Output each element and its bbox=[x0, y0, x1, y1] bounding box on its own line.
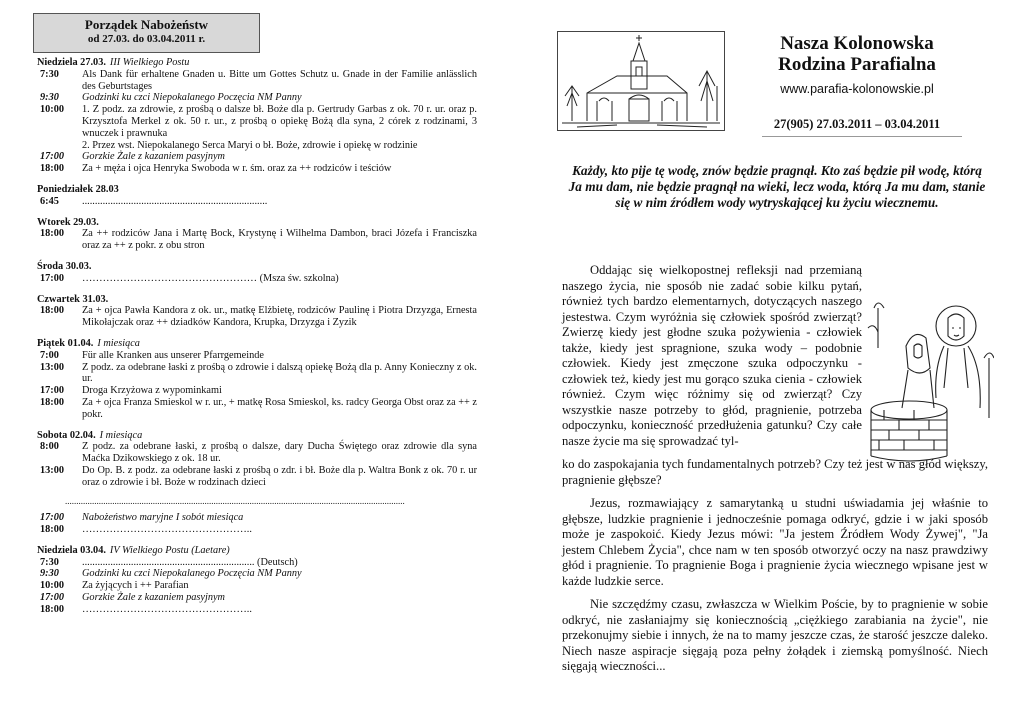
schedule-entry bbox=[37, 524, 477, 536]
schedule-entry bbox=[37, 151, 477, 163]
entry-intention: Za ++ rodziców Jana i Martę Bock, Krystynę i Wilhelma Dambon, braci Józefa i Franciszka oraz za ++ z pokr. z obu stron bbox=[82, 228, 477, 252]
schedule-day bbox=[37, 217, 477, 252]
entry-intention: Godzinki ku czci Niepokalanego Poczęcia NM Panny bbox=[82, 92, 302, 104]
schedule-entry bbox=[37, 163, 477, 175]
schedule-day bbox=[37, 184, 477, 208]
day-date: Sobota 02.04. bbox=[37, 429, 96, 441]
entry-time: 7:30 bbox=[40, 556, 59, 568]
entry-intention: Za + męża i ojca Henryka Swoboda w r. śm. oraz za ++ rodziców i teściów bbox=[82, 163, 392, 175]
day-date: Poniedziałek 28.03 bbox=[37, 183, 119, 195]
entry-intention: Gorzkie Żale z kazaniem pasyjnym bbox=[82, 592, 225, 604]
schedule-entry bbox=[37, 592, 477, 604]
entry-time: 18:00 bbox=[40, 603, 65, 615]
day-heading bbox=[37, 261, 477, 273]
feast-name: III Wielkiego Postu bbox=[109, 57, 190, 68]
entry-time: 17:00 bbox=[40, 385, 65, 397]
schedule-entry bbox=[37, 580, 477, 592]
day-heading bbox=[37, 430, 477, 442]
parish-url[interactable]: www.parafia-kolonowskie.pl bbox=[780, 82, 934, 96]
entry-intention: Z podz. za odebrane łaski, z prośbą o dalsze, dary Ducha Świętego oraz zdrowie dla syna Maćka Dzikowskiego z ok. 18 ur. bbox=[82, 441, 477, 465]
newsletter-title bbox=[742, 33, 972, 75]
entry-time: 18:00 bbox=[40, 396, 65, 408]
schedule-entry bbox=[37, 557, 477, 569]
entry-time: 17:00 bbox=[40, 592, 65, 604]
church-drawing-icon bbox=[557, 31, 725, 131]
entry-intention: ........................................................................ bbox=[82, 195, 268, 207]
entry-intention: Droga Krzyżowa z wypominkami bbox=[82, 385, 222, 397]
schedule-entry bbox=[37, 104, 477, 139]
entry-intention: Für alle Kranken aus unserer Pfarrgemeinde bbox=[82, 349, 264, 361]
schedule-dates: od 27.03. do 03.04.2011 r. bbox=[87, 33, 206, 45]
entry-time: 17:00 bbox=[40, 151, 65, 163]
day-heading bbox=[37, 545, 477, 557]
day-date: Piątek 01.04. bbox=[37, 337, 94, 349]
feast-name: I miesiąca bbox=[99, 429, 143, 441]
day-heading bbox=[37, 294, 477, 306]
entry-intention: 1. Z podz. za zdrowie, z prośbą o dalsze bł. Boże dla p. Gertrudy Garbas z ok. 70 r. ur. oraz p. Krzysztofa Merkel z ok. 50 r. ur., z prośbą o opiekę Bożą dla syna, 2 córek z rodzinami, 3 wnuczek i prawnuka bbox=[82, 104, 477, 139]
newsletter-title-line2: Rodzina Parafialna bbox=[778, 54, 936, 75]
entry-intention: Godzinki ku czci Niepokalanego Poczęcia NM Panny bbox=[82, 568, 302, 580]
schedule-entry bbox=[37, 362, 477, 386]
entry-time bbox=[37, 140, 82, 152]
day-heading bbox=[37, 217, 477, 229]
schedule-title: Porządek Nabożeństw bbox=[84, 17, 209, 32]
article-paragraph-1-continued: ko do zaspokajania tych fundamentalnych potrzeb? Czy też jest w nas głód większy, pragnienie głębsze? bbox=[562, 457, 988, 487]
schedule-list bbox=[37, 57, 477, 616]
schedule-entry bbox=[37, 228, 477, 252]
entry-intention: Do Op. B. z podz. za odebrane łaski z prośbą o zdr. i bł. Boże dla p. Waltra Bonk z ok. 70 r. ur oraz o zdrowie i bł. Boże w rodzinach dzieci bbox=[82, 464, 477, 488]
schedule-entry bbox=[37, 604, 477, 616]
feast-name: I miesiąca bbox=[97, 337, 140, 349]
scripture-quote: Każdy, kto pije tę wodę, znów będzie pragnął. Kto zaś będzie pił wodę, którą Ja mu dam, nie będzie pragnął na wieki, lecz woda, którą Ja mu dam, stanie się w nim źródłem wody wytryskającej ku życiu wiecznemu. bbox=[568, 163, 986, 210]
schedule-entry bbox=[37, 305, 477, 329]
schedule-entry bbox=[37, 92, 477, 104]
entry-time: 10:00 bbox=[40, 580, 65, 592]
schedule-entry bbox=[37, 140, 477, 152]
entry-time: 18:00 bbox=[40, 305, 65, 317]
jesus-samaritan-drawing-icon bbox=[864, 288, 994, 464]
entry-intention: Z podz. za odebrane łaski z prośbą o zdrowie i dalszą opiekę Bożą dla p. Anny Konieczny z ok. ur. bbox=[82, 361, 477, 385]
schedule-entry bbox=[37, 69, 477, 93]
schedule-day bbox=[37, 294, 477, 329]
divider bbox=[762, 136, 962, 137]
schedule-day bbox=[37, 261, 477, 285]
feast-name: IV Wielkiego Postu (Laetare) bbox=[109, 544, 230, 556]
issue-number: 27(905) 27.03.2011 – 03.04.2011 bbox=[773, 117, 941, 131]
schedule-entry bbox=[37, 273, 477, 285]
schedule-day bbox=[37, 57, 477, 175]
entry-time: 6:45 bbox=[40, 195, 59, 207]
entry-intention: Za żyjących i ++ Parafian bbox=[82, 580, 189, 592]
entry-time: 7:00 bbox=[40, 349, 59, 361]
schedule-entry bbox=[37, 350, 477, 362]
schedule-entry bbox=[37, 441, 477, 465]
schedule-day bbox=[37, 430, 477, 489]
entry-intention: ………………………………………….. bbox=[82, 524, 252, 536]
schedule-entry bbox=[37, 385, 477, 397]
entry-time: 18:00 bbox=[40, 524, 65, 536]
article-paragraph-1: Oddając się wielkopostnej refleksji nad przemianą naszego życia, nie sposób nie zadać sobie kilku pytań, również tych bardzo elementarnych, dotyczących naszego jestestwa. Czym wyróżnia się człowiek spośród zwierząt? Zwierzę kiedy jest głodne szuka pożywienia - człowiek także, kiedy jest spragnione, szuka wody – podobnie człowiek. Kiedy jest zmęczone szuka odpoczynku - człowiek też, kiedy jest mu gorąco szuka cienia - człowiek również. Czym więc różnimy się od zwierząt? Czy wszystkie nasze potrzeby to głód, pragnienie, potrzeba odpoczynku, konieczność przedłużenia gatunku? Czy całe nasze życie ma się sprowadzać tyl- bbox=[562, 263, 862, 448]
day-heading bbox=[37, 57, 477, 69]
entry-time: 10:00 bbox=[40, 104, 65, 116]
schedule-header-box bbox=[33, 13, 260, 53]
schedule-entry bbox=[37, 512, 477, 524]
day-date: Środa 30.03. bbox=[37, 260, 92, 272]
article-paragraph-3: Nie szczędźmy czasu, zwłaszcza w Wielkim Poście, by to pragnienie w sobie odkryć, nie zasłaniajmy się koniecznością „ciężkiego zarabiania na życie", nie przekonujmy siebie i innych, że na to mamy jeszcze czas, że starość jeszcze daleko. Niech nasze aspiracje sięgają poza pełny żołądek i ziemską pomyślność. Niech sięgają wieczności... bbox=[562, 597, 988, 673]
entry-time: 7:30 bbox=[40, 68, 59, 80]
entry-intention: Nabożeństwo maryjne I sobót miesiąca bbox=[82, 512, 244, 524]
day-heading bbox=[37, 338, 477, 350]
schedule-day bbox=[37, 545, 477, 616]
entry-time: 18:00 bbox=[40, 228, 65, 240]
entry-time: 8:00 bbox=[40, 441, 59, 453]
schedule-entry bbox=[37, 196, 477, 208]
dotted-separator: ....................................................................................................................................................... bbox=[65, 495, 405, 506]
schedule-day bbox=[37, 496, 477, 536]
schedule-entry bbox=[37, 568, 477, 580]
entry-intention: Za + ojca Pawła Kandora z ok. ur., matkę Elżbietę, rodziców Paulinę i Piotra Drzyzga, Ernesta Mikołajczak oraz ++ dziadków Kandora, Krupka, Drzyzga i Zyzik bbox=[82, 305, 477, 329]
entry-time: 18:00 bbox=[40, 163, 65, 175]
entry-intention: …………………………………………… (Msza św. szkolna) bbox=[82, 272, 339, 284]
schedule-day bbox=[37, 338, 477, 421]
article-paragraph-2: Jezus, rozmawiający z samarytanką u studni uświadamia jej właśnie to głębsze, ludzkie pragnienie i jednocześnie pomaga odkryć, gdzie i w jaki sposób może je zaspokoić. Kiedy Jezus mówi: "Ja jestem Źródłem Wody Żywej", "Ja jestem Chlebem Życia", chce nam w ten sposób otworzyć oczy na nasz prawdziwy głód i pragnienie. To pragnienie Boga i pragnienie życia wiecznego wpisane jest w każde ludzkie serce. bbox=[562, 496, 988, 588]
entry-intention: Als Dank für erhaltene Gnaden u. Bitte um Gottes Schutz u. Gnade in der Familie anlässlich des Geburtstages bbox=[82, 68, 477, 92]
schedule-entry bbox=[37, 465, 477, 489]
entry-time: 13:00 bbox=[40, 361, 65, 373]
entry-intention: ................................................................... (Deutsch) bbox=[82, 556, 298, 568]
day-date: Niedziela 27.03. bbox=[37, 57, 106, 68]
newsletter-title-line1: Nasza Kolonowska bbox=[780, 33, 934, 54]
entry-time: 17:00 bbox=[40, 512, 65, 524]
entry-time: 9:30 bbox=[40, 92, 59, 104]
day-date: Wtorek 29.03. bbox=[37, 216, 99, 228]
day-heading bbox=[37, 184, 477, 196]
schedule-entry bbox=[37, 397, 477, 421]
entry-intention: Za + ojca Franza Smieskol w r. ur., + matkę Rosa Smieskol, ks. radcy Georga Obst oraz za ++ z pokr. bbox=[82, 396, 477, 420]
entry-intention: Gorzkie Żale z kazaniem pasyjnym bbox=[82, 151, 225, 163]
right-page bbox=[512, 0, 1024, 725]
entry-time: 13:00 bbox=[40, 464, 65, 476]
entry-intention: 2. Przez wst. Niepokalanego Serca Maryi o bł. Boże, zdrowie i opiekę w rodzinie bbox=[82, 139, 418, 151]
entry-time: 17:00 bbox=[40, 272, 65, 284]
entry-intention: ………………………………………….. bbox=[82, 603, 252, 615]
day-date: Czwartek 31.03. bbox=[37, 293, 109, 305]
day-date: Niedziela 03.04. bbox=[37, 544, 106, 556]
entry-time: 9:30 bbox=[40, 568, 59, 580]
